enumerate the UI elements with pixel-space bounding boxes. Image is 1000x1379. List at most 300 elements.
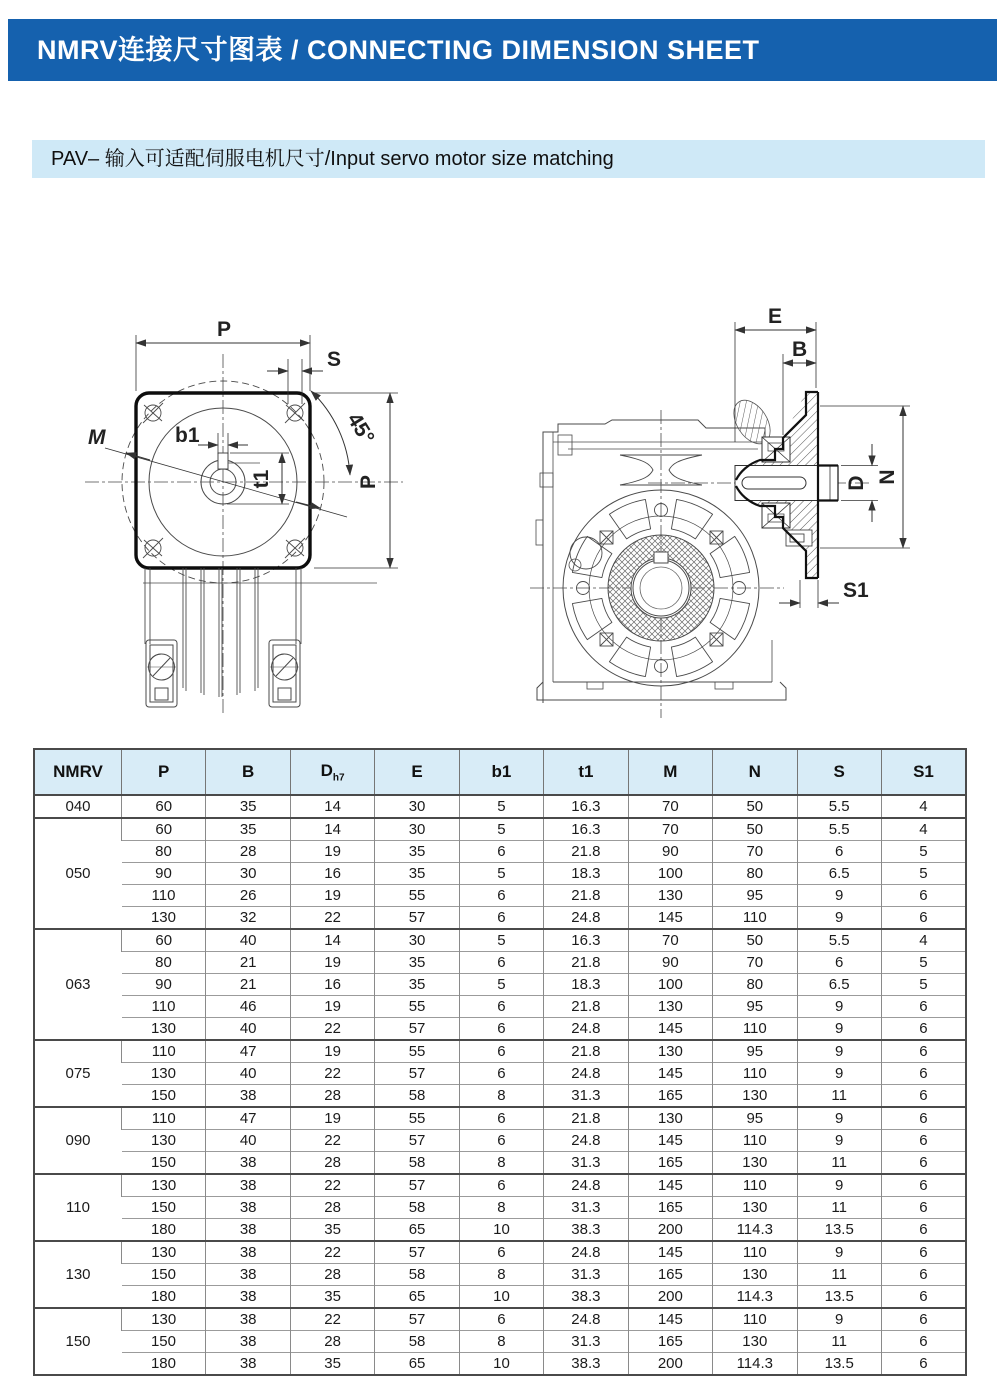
table-row xyxy=(34,1241,966,1264)
dim-cell: 165 xyxy=(628,1152,712,1175)
dim-cell: 145 xyxy=(628,1241,712,1264)
dim-cell: 6 xyxy=(459,885,543,907)
column-header: S1 xyxy=(881,749,966,795)
dim-cell: 4 xyxy=(881,818,966,841)
table-row xyxy=(34,818,966,841)
dim-cell: 22 xyxy=(290,1174,374,1197)
dim-cell: 130 xyxy=(628,885,712,907)
dim-cell: 21.8 xyxy=(544,841,628,863)
table-row xyxy=(34,1331,966,1353)
table-row xyxy=(34,1286,966,1309)
dim-cell: 24.8 xyxy=(544,1174,628,1197)
title-banner xyxy=(8,19,997,81)
dim-cell: 19 xyxy=(290,1040,374,1063)
table-row xyxy=(34,841,966,863)
dim-cell: 145 xyxy=(628,1063,712,1085)
dim-cell: 180 xyxy=(122,1219,206,1242)
dim-cell: 6 xyxy=(459,907,543,930)
dim-cell: 6 xyxy=(459,841,543,863)
dim-cell: 11 xyxy=(797,1264,881,1286)
dim-cell: 70 xyxy=(713,841,797,863)
dim-label-45deg: 45° xyxy=(342,408,379,449)
dim-cell: 110 xyxy=(122,1040,206,1063)
dim-cell: 4 xyxy=(881,929,966,952)
dim-cell: 58 xyxy=(375,1264,459,1286)
dim-cell: 200 xyxy=(628,1286,712,1309)
dim-label-e: E xyxy=(768,305,783,328)
dim-label-d: D xyxy=(845,475,868,491)
dim-cell: 6 xyxy=(881,1152,966,1175)
dim-cell: 28 xyxy=(206,841,290,863)
dim-cell: 130 xyxy=(713,1085,797,1108)
dim-cell: 95 xyxy=(713,1040,797,1063)
dim-cell: 200 xyxy=(628,1353,712,1376)
dim-cell: 38.3 xyxy=(544,1286,628,1309)
model-cell: 150 xyxy=(34,1308,122,1375)
table-row xyxy=(34,1353,966,1376)
face-cutout xyxy=(671,637,712,677)
table-row xyxy=(34,1219,966,1242)
dim-cell: 110 xyxy=(122,996,206,1018)
dim-cell: 110 xyxy=(122,1107,206,1130)
dim-cell: 6 xyxy=(881,1286,966,1309)
screw-holes xyxy=(143,403,305,558)
dim-cell: 6 xyxy=(881,1241,966,1264)
dim-cell: 31.3 xyxy=(544,1085,628,1108)
dim-cell: 8 xyxy=(459,1331,543,1353)
dim-cell: 9 xyxy=(797,1174,881,1197)
dim-cell: 38.3 xyxy=(544,1353,628,1376)
table-header xyxy=(34,749,966,795)
dim-cell: 145 xyxy=(628,1308,712,1331)
dim-cell: 150 xyxy=(122,1264,206,1286)
dim-cell: 55 xyxy=(375,1040,459,1063)
dim-cell: 24.8 xyxy=(544,1018,628,1041)
dim-cell: 58 xyxy=(375,1085,459,1108)
dim-cell: 19 xyxy=(290,885,374,907)
model-cell: 110 xyxy=(34,1174,122,1241)
dim-cell: 16.3 xyxy=(544,929,628,952)
dim-cell: 95 xyxy=(713,1107,797,1130)
dim-cell: 35 xyxy=(375,974,459,996)
dim-cell: 130 xyxy=(122,1241,206,1264)
table-row xyxy=(34,1063,966,1085)
dim-cell: 57 xyxy=(375,1241,459,1264)
dim-cell: 6 xyxy=(459,1174,543,1197)
dim-cell: 28 xyxy=(290,1152,374,1175)
dim-cell: 22 xyxy=(290,1241,374,1264)
dim-cell: 90 xyxy=(122,974,206,996)
dim-cell: 6 xyxy=(881,1063,966,1085)
dim-cell: 130 xyxy=(713,1331,797,1353)
front-view-drawing xyxy=(55,292,475,722)
dim-cell: 130 xyxy=(122,1018,206,1041)
dim-cell: 24.8 xyxy=(544,907,628,930)
table-row xyxy=(34,1085,966,1108)
table-row xyxy=(34,1174,966,1197)
dim-cell: 10 xyxy=(459,1286,543,1309)
dim-cell: 110 xyxy=(713,1308,797,1331)
dim-cell: 5 xyxy=(459,795,543,818)
table-row xyxy=(34,863,966,885)
dim-cell: 14 xyxy=(290,818,374,841)
dimension-table xyxy=(33,748,967,1376)
dim-cell: 31.3 xyxy=(544,1264,628,1286)
dim-cell: 6 xyxy=(881,1174,966,1197)
dim-cell: 5 xyxy=(881,841,966,863)
dim-cell: 130 xyxy=(122,1130,206,1152)
table-row xyxy=(34,1152,966,1175)
dim-cell: 22 xyxy=(290,1308,374,1331)
dim-cell: 50 xyxy=(713,929,797,952)
model-cell: 090 xyxy=(34,1107,122,1174)
dim-cell: 16.3 xyxy=(544,818,628,841)
dim-cell: 38 xyxy=(206,1308,290,1331)
dim-cell: 130 xyxy=(713,1152,797,1175)
dim-cell: 8 xyxy=(459,1264,543,1286)
dim-cell: 9 xyxy=(797,1107,881,1130)
dim-cell: 180 xyxy=(122,1353,206,1376)
dim-cell: 65 xyxy=(375,1219,459,1242)
dim-cell: 114.3 xyxy=(713,1353,797,1376)
dim-cell: 21.8 xyxy=(544,996,628,1018)
dim-cell: 6 xyxy=(459,1130,543,1152)
dim-cell: 5.5 xyxy=(797,818,881,841)
dim-cell: 55 xyxy=(375,1107,459,1130)
dim-label-n: N xyxy=(876,469,899,485)
dim-cell: 6 xyxy=(459,996,543,1018)
dim-cell: 110 xyxy=(713,1241,797,1264)
dim-cell: 30 xyxy=(375,795,459,818)
column-header: NMRV xyxy=(34,749,122,795)
dim-cell: 6 xyxy=(881,1130,966,1152)
subtitle-bar xyxy=(32,140,985,178)
dim-cell: 8 xyxy=(459,1085,543,1108)
dim-cell: 145 xyxy=(628,1130,712,1152)
dim-cell: 50 xyxy=(713,818,797,841)
dim-cell: 110 xyxy=(713,1174,797,1197)
dim-cell: 38 xyxy=(206,1152,290,1175)
table-row xyxy=(34,929,966,952)
dim-cell: 9 xyxy=(797,907,881,930)
mounting-feet xyxy=(146,640,300,707)
dim-cell: 35 xyxy=(290,1286,374,1309)
dim-cell: 70 xyxy=(713,952,797,974)
dim-cell: 6 xyxy=(881,1085,966,1108)
dim-cell: 31.3 xyxy=(544,1331,628,1353)
table-row xyxy=(34,1018,966,1041)
dim-cell: 6 xyxy=(459,1063,543,1085)
dim-cell: 18.3 xyxy=(544,863,628,885)
model-cell: 130 xyxy=(34,1241,122,1308)
dim-cell: 114.3 xyxy=(713,1286,797,1309)
table-row xyxy=(34,996,966,1018)
dim-cell: 5.5 xyxy=(797,795,881,818)
dim-cell: 57 xyxy=(375,1063,459,1085)
column-header: S xyxy=(797,749,881,795)
dim-cell: 9 xyxy=(797,1130,881,1152)
dim-cell: 6 xyxy=(881,1353,966,1376)
dim-cell: 95 xyxy=(713,996,797,1018)
dim-cell: 30 xyxy=(375,929,459,952)
dim-cell: 60 xyxy=(122,818,206,841)
dim-cell: 6 xyxy=(881,1308,966,1331)
dim-cell: 180 xyxy=(122,1286,206,1309)
subtitle-text: PAV– 输入可适配伺服电机尺寸/Input servo motor size matching xyxy=(51,148,614,170)
dim-cell: 40 xyxy=(206,1018,290,1041)
dim-cell: 21 xyxy=(206,952,290,974)
dim-cell: 19 xyxy=(290,996,374,1018)
model-cell: 050 xyxy=(34,818,122,929)
dim-cell: 6 xyxy=(459,952,543,974)
dim-cell: 65 xyxy=(375,1353,459,1376)
dim-cell: 6 xyxy=(797,952,881,974)
dim-cell: 5.5 xyxy=(797,929,881,952)
dim-cell: 9 xyxy=(797,885,881,907)
dim-cell: 70 xyxy=(628,795,712,818)
face-cutout xyxy=(609,637,650,677)
face-cutout xyxy=(671,499,712,539)
dim-cell: 24.8 xyxy=(544,1241,628,1264)
dim-cell: 13.5 xyxy=(797,1353,881,1376)
dim-cell: 9 xyxy=(797,1308,881,1331)
dim-cell: 13.5 xyxy=(797,1219,881,1242)
column-header: b1 xyxy=(459,749,543,795)
table-row xyxy=(34,1308,966,1331)
dim-cell: 11 xyxy=(797,1197,881,1219)
dim-cell: 6 xyxy=(881,1331,966,1353)
dim-cell: 5 xyxy=(459,818,543,841)
dim-cell: 130 xyxy=(628,996,712,1018)
dim-cell: 5 xyxy=(459,974,543,996)
dim-cell: 38 xyxy=(206,1219,290,1242)
dim-cell: 28 xyxy=(290,1331,374,1353)
dim-cell: 130 xyxy=(122,1063,206,1085)
dim-cell: 130 xyxy=(122,907,206,930)
dim-cell: 38 xyxy=(206,1264,290,1286)
column-header: $D_{h7}$ xyxy=(290,749,374,795)
model-cell: 063 xyxy=(34,929,122,1040)
dim-cell: 47 xyxy=(206,1040,290,1063)
column-header: B xyxy=(206,749,290,795)
dim-cell: 58 xyxy=(375,1331,459,1353)
dim-cell: 11 xyxy=(797,1152,881,1175)
dim-cell: 35 xyxy=(375,863,459,885)
dim-cell: 38 xyxy=(206,1241,290,1264)
dim-label-p-top: P xyxy=(217,318,232,341)
dim-cell: 5 xyxy=(881,863,966,885)
dim-cell: 145 xyxy=(628,907,712,930)
dim-cell: 38 xyxy=(206,1197,290,1219)
table-row xyxy=(34,1264,966,1286)
dim-cell: 4 xyxy=(881,795,966,818)
dim-cell: 24.8 xyxy=(544,1308,628,1331)
dim-cell: 30 xyxy=(206,863,290,885)
dim-cell: 24.8 xyxy=(544,1063,628,1085)
dim-cell: 10 xyxy=(459,1219,543,1242)
dim-cell: 6 xyxy=(797,841,881,863)
dim-cell: 47 xyxy=(206,1107,290,1130)
dim-cell: 80 xyxy=(122,841,206,863)
dim-cell: 26 xyxy=(206,885,290,907)
dim-cell: 6 xyxy=(459,1018,543,1041)
dim-cell: 70 xyxy=(628,818,712,841)
dim-cell: 38 xyxy=(206,1331,290,1353)
dim-cell: 165 xyxy=(628,1085,712,1108)
dim-cell: 11 xyxy=(797,1085,881,1108)
dim-cell: 165 xyxy=(628,1331,712,1353)
dim-cell: 6 xyxy=(881,996,966,1018)
dim-cell: 57 xyxy=(375,1308,459,1331)
dim-cell: 31.3 xyxy=(544,1197,628,1219)
dim-cell: 130 xyxy=(628,1040,712,1063)
dim-cell: 90 xyxy=(628,952,712,974)
dim-cell: 13.5 xyxy=(797,1286,881,1309)
dim-cell: 19 xyxy=(290,1107,374,1130)
dim-cell: 38 xyxy=(206,1353,290,1376)
dim-cell: 22 xyxy=(290,907,374,930)
page-title: NMRV连接尺寸图表 / CONNECTING DIMENSION SHEET xyxy=(37,35,760,65)
dim-cell: 110 xyxy=(713,1130,797,1152)
dim-cell: 57 xyxy=(375,907,459,930)
dim-cell: 100 xyxy=(628,974,712,996)
dim-cell: 6 xyxy=(881,885,966,907)
dim-cell: 130 xyxy=(713,1197,797,1219)
dim-cell: 9 xyxy=(797,1018,881,1041)
dim-cell: 90 xyxy=(122,863,206,885)
table-row xyxy=(34,1107,966,1130)
dim-cell: 130 xyxy=(628,1107,712,1130)
dim-cell: 5 xyxy=(881,952,966,974)
model-cell: 040 xyxy=(34,795,122,818)
dim-cell: 200 xyxy=(628,1219,712,1242)
dim-cell: 145 xyxy=(628,1018,712,1041)
dim-cell: 6 xyxy=(459,1107,543,1130)
dim-cell: 6 xyxy=(459,1241,543,1264)
dim-cell: 6 xyxy=(459,1040,543,1063)
dim-cell: 65 xyxy=(375,1286,459,1309)
dim-cell: 80 xyxy=(713,974,797,996)
dim-cell: 58 xyxy=(375,1152,459,1175)
table-row xyxy=(34,885,966,907)
dim-cell: 110 xyxy=(713,1063,797,1085)
dim-label-b1: b1 xyxy=(175,424,200,447)
dim-cell: 80 xyxy=(122,952,206,974)
dim-cell: 21.8 xyxy=(544,952,628,974)
dim-cell: 6 xyxy=(881,1040,966,1063)
column-header: t1 xyxy=(544,749,628,795)
column-header: P xyxy=(122,749,206,795)
dim-cell: 6 xyxy=(881,1219,966,1242)
dim-cell: 19 xyxy=(290,841,374,863)
dim-label-m: M xyxy=(88,426,106,449)
dim-cell: 21.8 xyxy=(544,1040,628,1063)
dim-cell: 35 xyxy=(375,952,459,974)
dim-cell: 35 xyxy=(290,1353,374,1376)
dim-cell: 55 xyxy=(375,885,459,907)
face-cutout xyxy=(609,499,650,539)
dim-cell: 6 xyxy=(881,1018,966,1041)
dim-cell: 110 xyxy=(122,885,206,907)
table-row xyxy=(34,1197,966,1219)
column-header: N xyxy=(713,749,797,795)
dim-cell: 35 xyxy=(290,1219,374,1242)
table-row xyxy=(34,1040,966,1063)
dim-cell: 28 xyxy=(290,1197,374,1219)
dim-cell: 40 xyxy=(206,929,290,952)
column-header: E xyxy=(375,749,459,795)
dim-cell: 95 xyxy=(713,885,797,907)
dim-cell: 22 xyxy=(290,1130,374,1152)
dim-cell: 114.3 xyxy=(713,1219,797,1242)
dim-cell: 6 xyxy=(881,1197,966,1219)
dim-cell: 22 xyxy=(290,1063,374,1085)
dim-cell: 90 xyxy=(628,841,712,863)
dim-cell: 150 xyxy=(122,1331,206,1353)
table-row xyxy=(34,907,966,930)
dim-cell: 5 xyxy=(881,974,966,996)
dim-cell: 57 xyxy=(375,1174,459,1197)
dim-cell: 21 xyxy=(206,974,290,996)
dim-cell: 57 xyxy=(375,1130,459,1152)
dim-cell: 6 xyxy=(459,1308,543,1331)
dim-label-s: S xyxy=(327,348,342,371)
dim-cell: 14 xyxy=(290,795,374,818)
dim-cell: 21.8 xyxy=(544,1107,628,1130)
dim-cell: 60 xyxy=(122,929,206,952)
table-row xyxy=(34,795,966,818)
dim-cell: 5 xyxy=(459,929,543,952)
dim-cell: 19 xyxy=(290,952,374,974)
dim-cell: 30 xyxy=(375,818,459,841)
dim-cell: 9 xyxy=(797,1241,881,1264)
dim-cell: 24.8 xyxy=(544,1130,628,1152)
table-row xyxy=(34,974,966,996)
dim-cell: 5 xyxy=(459,863,543,885)
side-view-drawing xyxy=(520,292,980,722)
dim-cell: 165 xyxy=(628,1197,712,1219)
dim-cell: 130 xyxy=(713,1264,797,1286)
face-cutout xyxy=(572,536,612,577)
dim-cell: 55 xyxy=(375,996,459,1018)
dim-label-b: B xyxy=(792,338,808,361)
dim-cell: 40 xyxy=(206,1130,290,1152)
dim-cell: 21.8 xyxy=(544,885,628,907)
dim-cell: 150 xyxy=(122,1152,206,1175)
dim-label-s1: S1 xyxy=(843,579,869,602)
dim-cell: 110 xyxy=(713,907,797,930)
dim-cell: 16 xyxy=(290,863,374,885)
dim-cell: 9 xyxy=(797,1063,881,1085)
table-row xyxy=(34,1130,966,1152)
dim-cell: 100 xyxy=(628,863,712,885)
dim-cell: 130 xyxy=(122,1308,206,1331)
dim-cell: 18.3 xyxy=(544,974,628,996)
dim-cell: 57 xyxy=(375,1018,459,1041)
dim-cell: 31.3 xyxy=(544,1152,628,1175)
face-cutout xyxy=(710,536,750,577)
dim-cell: 11 xyxy=(797,1331,881,1353)
dim-cell: 9 xyxy=(797,996,881,1018)
dim-cell: 150 xyxy=(122,1085,206,1108)
dim-cell: 40 xyxy=(206,1063,290,1085)
dim-cell: 28 xyxy=(290,1264,374,1286)
dim-cell: 6 xyxy=(881,907,966,930)
dim-cell: 14 xyxy=(290,929,374,952)
dim-cell: 46 xyxy=(206,996,290,1018)
column-header: M xyxy=(628,749,712,795)
dim-cell: 28 xyxy=(290,1085,374,1108)
